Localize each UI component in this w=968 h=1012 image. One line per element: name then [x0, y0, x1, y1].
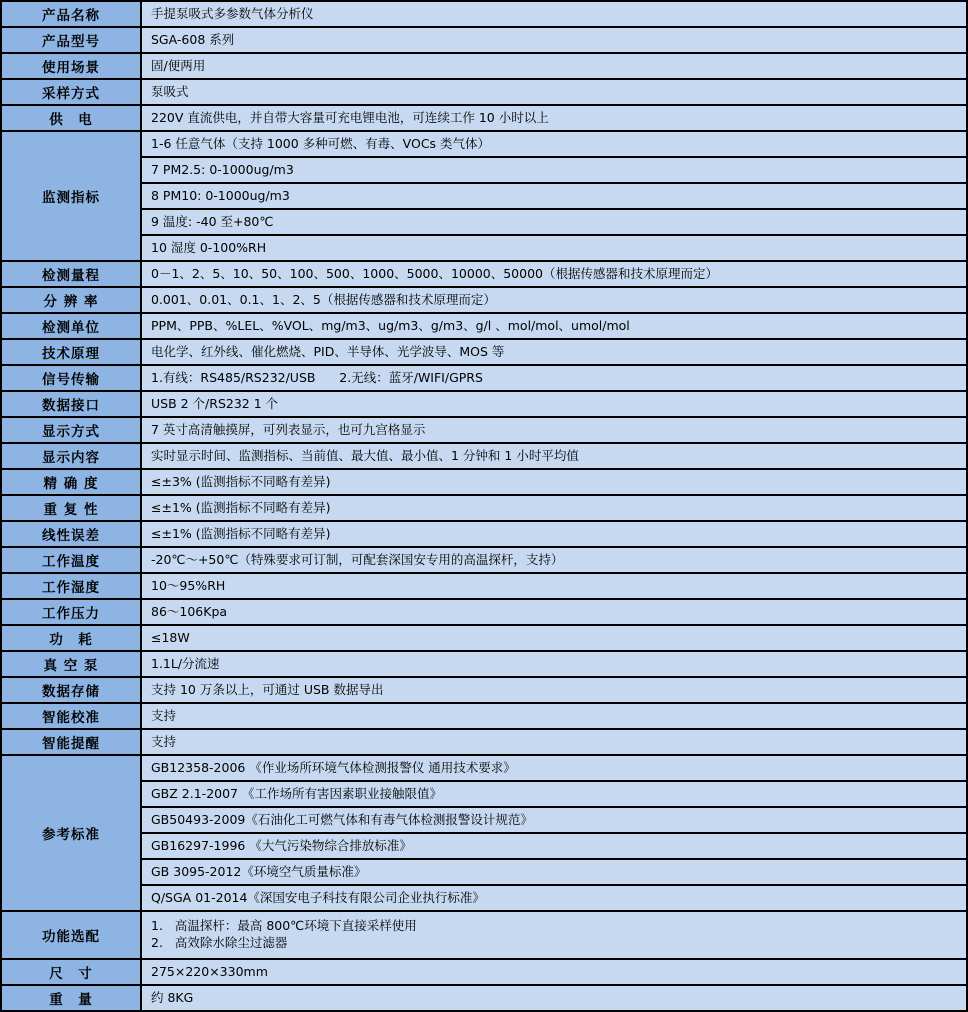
spec-value-tech-principle: 电化学、红外线、催化燃烧、PID、半导体、光学波导、MOS 等 [141, 339, 967, 365]
spec-label-accuracy: 精 确 度 [1, 469, 141, 495]
spec-row-display-mode [1, 417, 967, 443]
spec-row-smart-reminder [1, 729, 967, 755]
spec-value-accuracy: ≤±3% (监测指标不同略有差异) [141, 469, 967, 495]
spec-row-work-humidity [1, 573, 967, 599]
spec-row-resolution [1, 287, 967, 313]
spec-row-detection-unit [1, 313, 967, 339]
spec-value-signal-transfer: 1.有线：RS485/RS232/USB 2.无线：蓝牙/WIFI/GPRS [141, 365, 967, 391]
spec-subrow-monitor-indicators [1, 235, 967, 261]
spec-row-optional-functions [1, 911, 967, 959]
spec-value-optional-functions [141, 911, 967, 959]
spec-subrow-reference-standards [1, 807, 967, 833]
spec-row-power-supply [1, 105, 967, 131]
spec-row-repeatability [1, 495, 967, 521]
spec-row-data-interface [1, 391, 967, 417]
spec-row-work-pressure [1, 599, 967, 625]
spec-row-power-consumption [1, 625, 967, 651]
spec-value-product-model: SGA-608 系列 [141, 27, 967, 53]
spec-subrow-monitor-indicators [1, 183, 967, 209]
spec-row-weight [1, 985, 967, 1011]
spec-row-reference-standards [1, 755, 967, 781]
spec-value-product-name: 手提泵吸式多参数气体分析仪 [141, 1, 967, 27]
spec-label-linearity-error: 线性误差 [1, 521, 141, 547]
spec-label-work-humidity: 工作湿度 [1, 573, 141, 599]
spec-subrow-reference-standards [1, 885, 967, 911]
spec-label-data-interface: 数据接口 [1, 391, 141, 417]
spec-value-monitor-indicators-line-1: 7 PM2.5: 0-1000ug/m3 [141, 157, 967, 183]
spec-label-tech-principle: 技术原理 [1, 339, 141, 365]
spec-value-resolution: 0.001、0.01、0.1、1、2、5（根据传感器和技术原理而定） [141, 287, 967, 313]
spec-value-reference-standards-line-4: GB 3095-2012《环境空气质量标准》 [141, 859, 967, 885]
spec-label-reference-standards: 参考标准 [1, 755, 141, 911]
spec-label-product-model: 产品型号 [1, 27, 141, 53]
spec-value-data-interface: USB 2 个/RS232 1 个 [141, 391, 967, 417]
spec-subrow-monitor-indicators [1, 209, 967, 235]
spec-value-display-mode: 7 英寸高清触摸屏，可列表显示，也可九宫格显示 [141, 417, 967, 443]
spec-value-reference-standards-line-2: GB50493-2009《石油化工可燃气体和有毒气体检测报警设计规范》 [141, 807, 967, 833]
spec-subrow-reference-standards [1, 833, 967, 859]
spec-label-display-content: 显示内容 [1, 443, 141, 469]
spec-row-vacuum-pump [1, 651, 967, 677]
spec-row-data-storage [1, 677, 967, 703]
spec-value-monitor-indicators-line-4: 10 湿度 0-100%RH [141, 235, 967, 261]
spec-row-signal-transfer [1, 365, 967, 391]
spec-value-usage-scene: 固/便两用 [141, 53, 967, 79]
spec-value-linearity-error: ≤±1% (监测指标不同略有差异) [141, 521, 967, 547]
spec-value-sampling-method: 泵吸式 [141, 79, 967, 105]
spec-label-sampling-method: 采样方式 [1, 79, 141, 105]
spec-row-dimensions [1, 959, 967, 985]
spec-label-power-consumption: 功 耗 [1, 625, 141, 651]
spec-label-work-temperature: 工作温度 [1, 547, 141, 573]
spec-value-weight: 约 8KG [141, 985, 967, 1011]
spec-label-detection-unit: 检测单位 [1, 313, 141, 339]
spec-value-smart-reminder: 支持 [141, 729, 967, 755]
spec-value-reference-standards-line-5: Q/SGA 01-2014《深国安电子科技有限公司企业执行标准》 [141, 885, 967, 911]
spec-subrow-monitor-indicators [1, 157, 967, 183]
spec-row-smart-calibration [1, 703, 967, 729]
spec-value-optional-functions-item-0: 1. 高温探杆：最高 800℃环境下直接采样使用 [151, 918, 417, 934]
spec-subrow-reference-standards [1, 781, 967, 807]
spec-label-dimensions: 尺 寸 [1, 959, 141, 985]
spec-row-detection-range [1, 261, 967, 287]
spec-row-linearity-error [1, 521, 967, 547]
spec-value-smart-calibration: 支持 [141, 703, 967, 729]
spec-label-repeatability: 重 复 性 [1, 495, 141, 521]
spec-label-optional-functions: 功能选配 [1, 911, 141, 959]
spec-row-monitor-indicators [1, 131, 967, 157]
spec-label-work-pressure: 工作压力 [1, 599, 141, 625]
spec-value-power-consumption: ≤18W [141, 625, 967, 651]
spec-row-product-model [1, 27, 967, 53]
spec-row-display-content [1, 443, 967, 469]
spec-label-resolution: 分 辨 率 [1, 287, 141, 313]
spec-value-work-humidity: 10～95%RH [141, 573, 967, 599]
spec-value-detection-range: 0－1、2、5、10、50、100、500、1000、5000、10000、50000（根据传感器和技术原理而定） [141, 261, 967, 287]
spec-label-product-name: 产品名称 [1, 1, 141, 27]
spec-value-dimensions: 275×220×330mm [141, 959, 967, 985]
spec-row-work-temperature [1, 547, 967, 573]
spec-label-usage-scene: 使用场景 [1, 53, 141, 79]
spec-value-reference-standards-line-0: GB12358-2006 《作业场所环境气体检测报警仪 通用技术要求》 [141, 755, 967, 781]
spec-row-usage-scene [1, 53, 967, 79]
spec-value-optional-functions-item-1: 2. 高效除水除尘过滤器 [151, 935, 288, 950]
spec-value-reference-standards-line-1: GBZ 2.1-2007 《工作场所有害因素职业接触限值》 [141, 781, 967, 807]
spec-value-work-pressure: 86～106Kpa [141, 599, 967, 625]
spec-value-vacuum-pump: 1.1L/分流速 [141, 651, 967, 677]
spec-value-detection-unit: PPM、PPB、%LEL、%VOL、mg/m3、ug/m3、g/m3、g/l 、mol/mol、umol/mol [141, 313, 967, 339]
spec-value-power-supply: 220V 直流供电，并自带大容量可充电锂电池，可连续工作 10 小时以上 [141, 105, 967, 131]
spec-label-vacuum-pump: 真 空 泵 [1, 651, 141, 677]
spec-row-tech-principle [1, 339, 967, 365]
spec-row-accuracy [1, 469, 967, 495]
spec-label-data-storage: 数据存储 [1, 677, 141, 703]
spec-subrow-reference-standards [1, 859, 967, 885]
spec-label-smart-calibration: 智能校准 [1, 703, 141, 729]
spec-value-reference-standards-line-3: GB16297-1996 《大气污染物综合排放标准》 [141, 833, 967, 859]
spec-value-data-storage: 支持 10 万条以上，可通过 USB 数据导出 [141, 677, 967, 703]
spec-value-monitor-indicators-line-3: 9 温度: -40 至+80℃ [141, 209, 967, 235]
spec-label-display-mode: 显示方式 [1, 417, 141, 443]
spec-value-display-content: 实时显示时间、监测指标、当前值、最大值、最小值、1 分钟和 1 小时平均值 [141, 443, 967, 469]
spec-value-monitor-indicators-line-2: 8 PM10: 0-1000ug/m3 [141, 183, 967, 209]
spec-table-body [1, 1, 967, 1011]
spec-label-monitor-indicators: 监测指标 [1, 131, 141, 261]
spec-label-signal-transfer: 信号传输 [1, 365, 141, 391]
spec-value-repeatability: ≤±1% (监测指标不同略有差异) [141, 495, 967, 521]
spec-row-sampling-method [1, 79, 967, 105]
spec-label-weight: 重 量 [1, 985, 141, 1011]
spec-value-monitor-indicators-line-0: 1-6 任意气体（支持 1000 多种可燃、有毒、VOCs 类气体） [141, 131, 967, 157]
spec-label-power-supply: 供 电 [1, 105, 141, 131]
spec-label-detection-range: 检测量程 [1, 261, 141, 287]
spec-label-smart-reminder: 智能提醒 [1, 729, 141, 755]
spec-value-work-temperature: -20℃～+50℃（特殊要求可订制，可配套深国安专用的高温探杆，支持） [141, 547, 967, 573]
spec-row-product-name [1, 1, 967, 27]
